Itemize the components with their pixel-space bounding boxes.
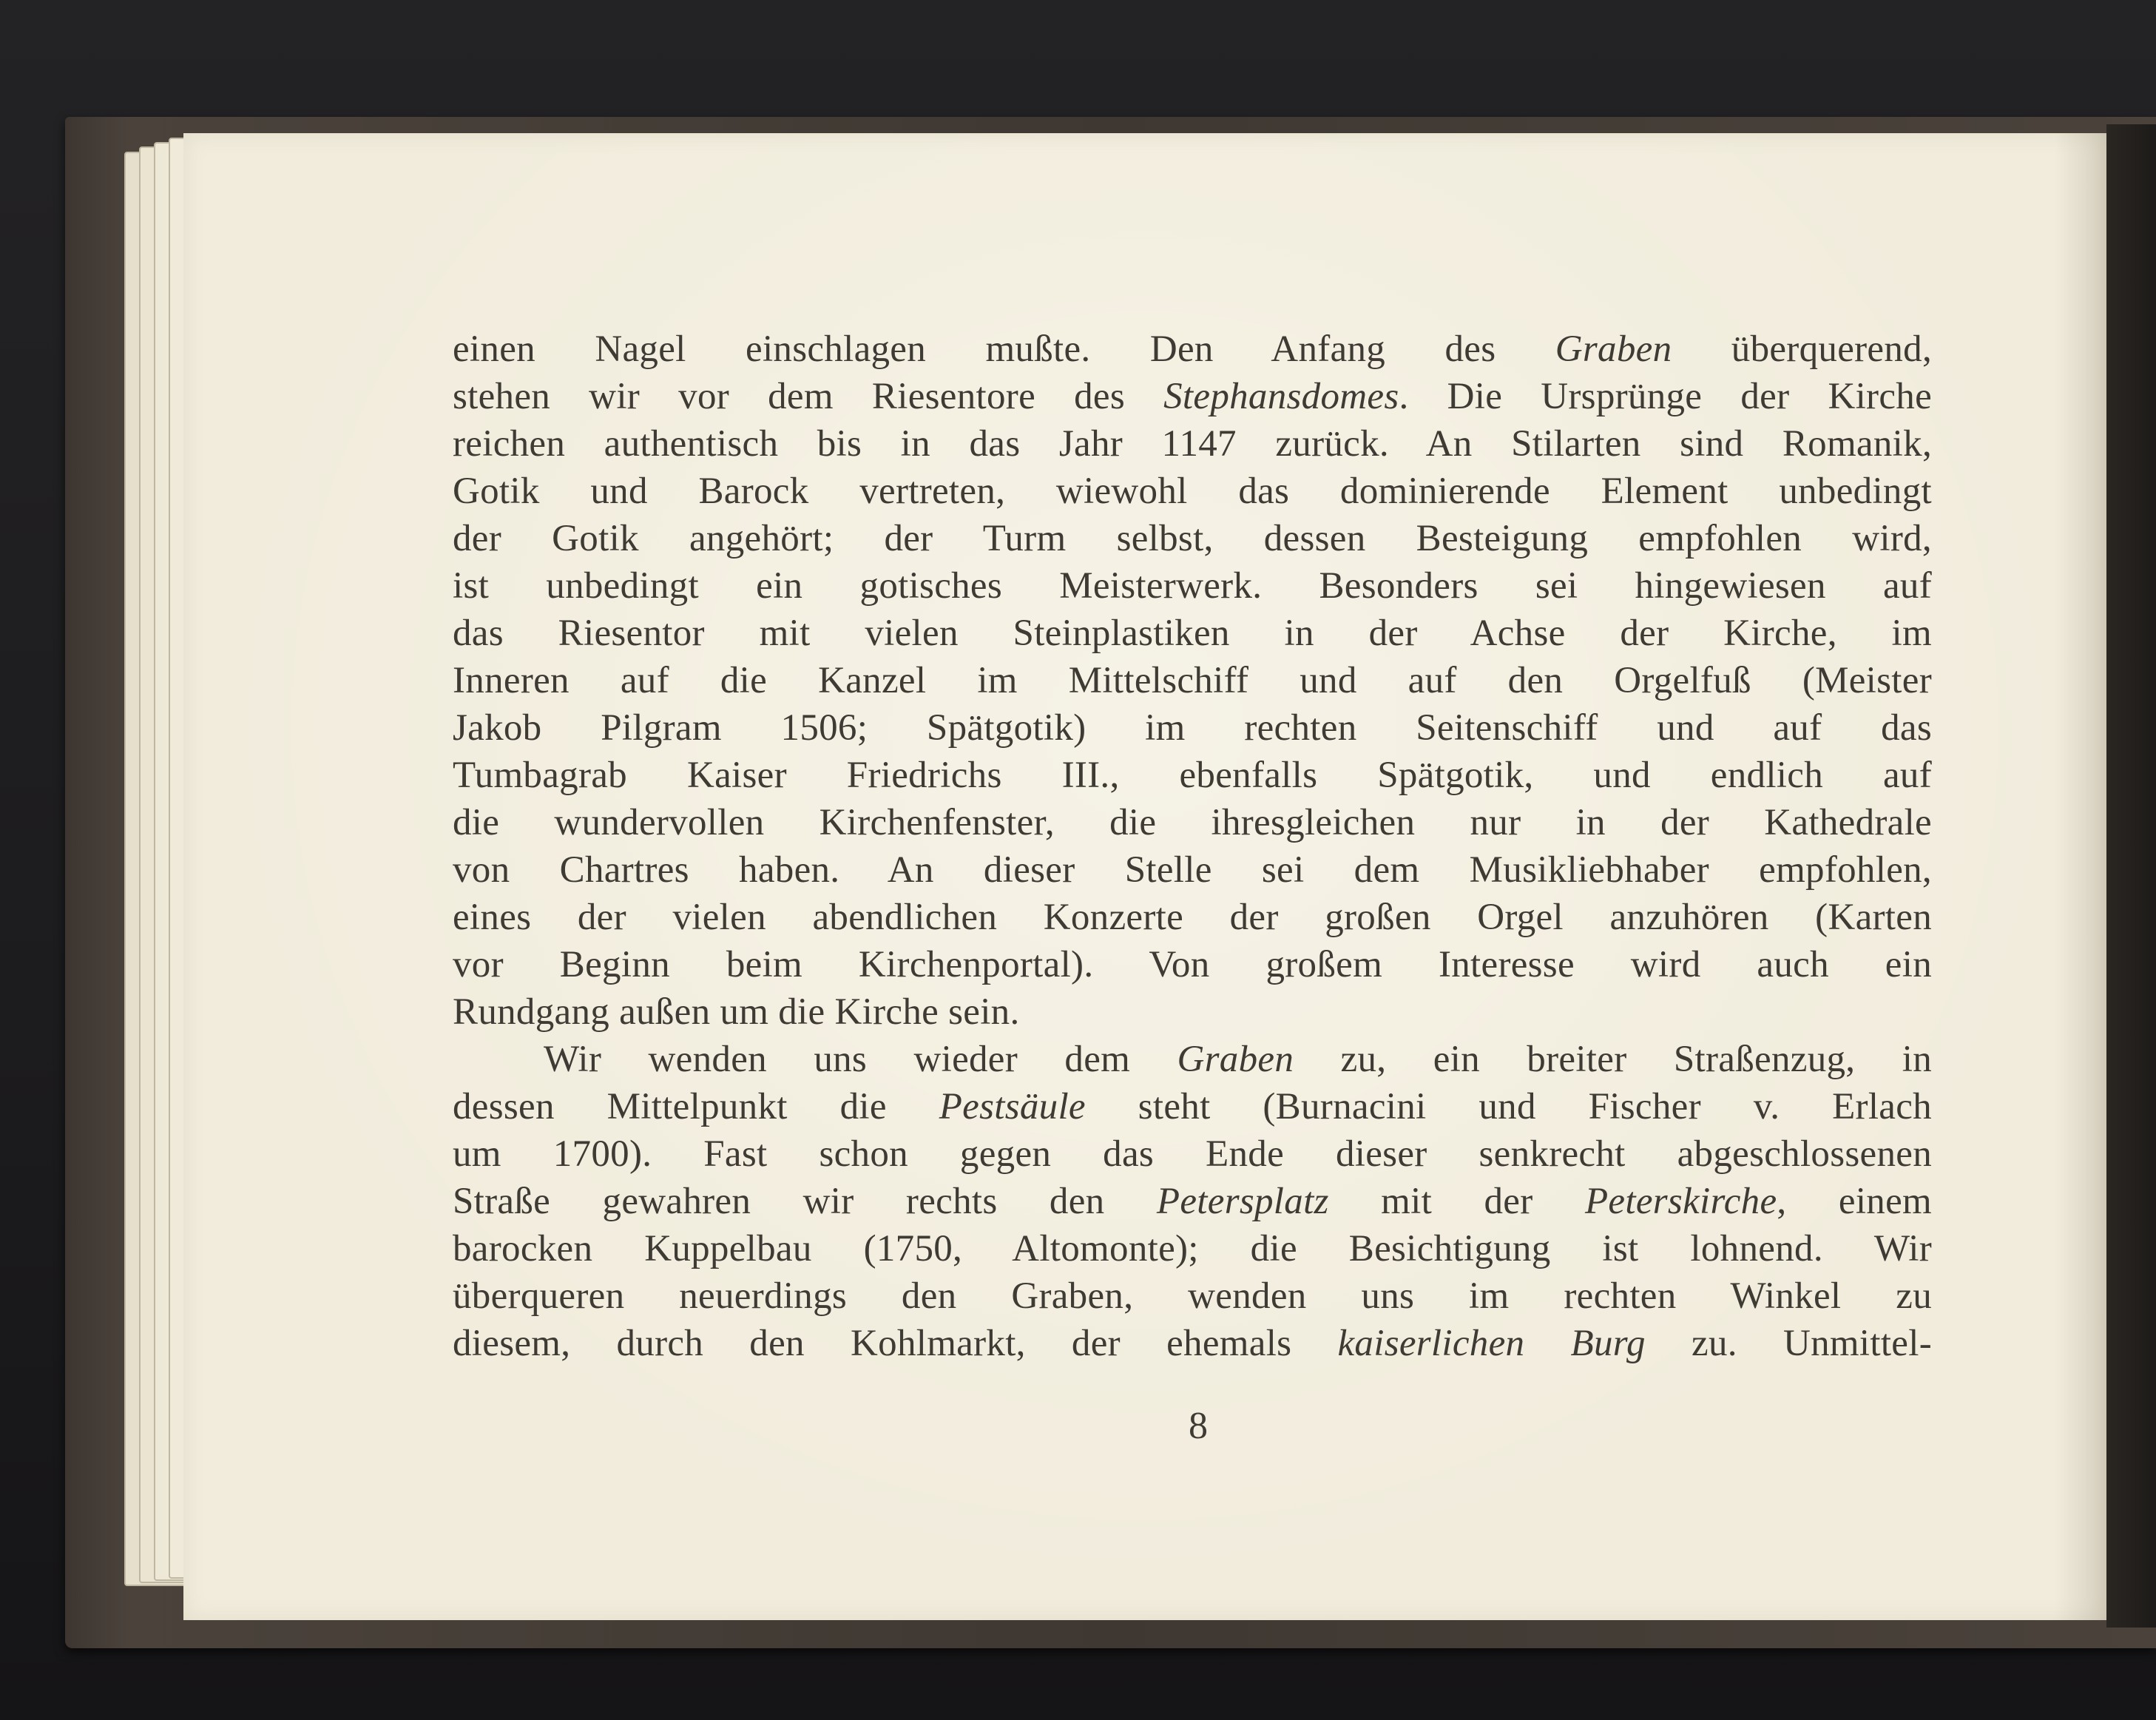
text-run: vor Beginn beim Kirchenportal). Von großem Interesse wird auch ein xyxy=(453,944,1932,985)
text-line xyxy=(453,562,1932,610)
text-run: Wir wenden uns wieder dem xyxy=(544,1039,1177,1080)
text-run: die wundervollen Kirchenfenster, die ihresgleichen nur in der Kathedrale xyxy=(453,802,1932,843)
body-text xyxy=(453,326,1932,1367)
italic-text: Peterskirche xyxy=(1584,1181,1777,1222)
text-run: reichen authentisch bis in das Jahr 1147 zurück. An Stilarten sind Romanik, xyxy=(453,423,1932,465)
text-line xyxy=(453,1320,1932,1367)
text-run: Jakob Pilgram 1506; Spätgotik) im rechten Seitenschiff und auf das xyxy=(453,707,1932,749)
italic-text: Graben xyxy=(1177,1039,1294,1080)
text-run: das Riesentor mit vielen Steinplastiken in der Achse der Kirche, im xyxy=(453,613,1932,654)
text-run: zu. Unmittel- xyxy=(1645,1323,1932,1364)
text-run: um 1700). Fast schon gegen das Ende dieser senkrecht abgeschlossenen xyxy=(453,1133,1932,1175)
text-line xyxy=(453,799,1932,846)
text-line xyxy=(453,1178,1932,1225)
text-line xyxy=(453,988,1932,1036)
italic-text: kaiserlichen Burg xyxy=(1337,1323,1646,1364)
italic-text: Stephansdomes xyxy=(1163,376,1399,417)
text-run: überqueren neuerdings den Graben, wenden uns im rechten Winkel zu xyxy=(453,1275,1932,1317)
gutter-shadow xyxy=(2055,133,2106,1620)
text-run: dessen Mittelpunkt die xyxy=(453,1086,939,1127)
italic-text: Pestsäule xyxy=(939,1086,1086,1127)
text-line xyxy=(453,420,1932,468)
text-run: Tumbagrab Kaiser Friedrichs III., ebenfalls Spätgotik, und endlich auf xyxy=(453,755,1932,796)
text-run: zu, ein breiter Straßenzug, in xyxy=(1294,1039,1933,1080)
text-run: diesem, durch den Kohlmarkt, der ehemals xyxy=(453,1323,1338,1364)
text-line xyxy=(453,515,1932,562)
text-line xyxy=(453,373,1932,420)
text-line xyxy=(453,1225,1932,1272)
italic-text: Petersplatz xyxy=(1156,1181,1329,1222)
text-line xyxy=(453,1083,1932,1130)
text-run: steht (Burnacini und Fischer v. Erlach xyxy=(1085,1086,1932,1127)
text-run: einen Nagel einschlagen mußte. Den Anfang des xyxy=(453,328,1555,370)
text-line xyxy=(453,1272,1932,1320)
text-line xyxy=(453,326,1932,373)
text-run: Inneren auf die Kanzel im Mittelschiff und auf den Orgelfuß (Meister xyxy=(453,660,1932,701)
text-run: barocken Kuppelbau (1750, Altomonte); die Besichtigung ist lohnend. Wir xyxy=(453,1228,1932,1269)
text-run: ist unbedingt ein gotisches Meisterwerk. Besonders sei hingewiesen auf xyxy=(453,565,1932,607)
text-line xyxy=(453,468,1932,515)
italic-text: Graben xyxy=(1555,328,1672,370)
text-run: überquerend, xyxy=(1672,328,1932,370)
text-run: Gotik und Barock vertreten, wiewohl das dominierende Element unbedingt xyxy=(453,471,1932,512)
text-line xyxy=(453,657,1932,704)
text-run: , einem xyxy=(1777,1181,1932,1222)
book-spine xyxy=(2106,124,2156,1628)
text-run: Rundgang außen um die Kirche sein. xyxy=(453,991,1020,1033)
text-line xyxy=(453,894,1932,941)
text-line xyxy=(453,941,1932,988)
text-line xyxy=(453,752,1932,799)
text-line xyxy=(453,1130,1932,1178)
text-run: . Die Ursprünge der Kirche xyxy=(1399,376,1933,417)
text-line xyxy=(453,846,1932,894)
page-number: 8 xyxy=(1189,1405,1208,1447)
text-run: eines der vielen abendlichen Konzerte der großen Orgel anzuhören (Karten xyxy=(453,897,1932,938)
text-run: von Chartres haben. An dieser Stelle sei dem Musikliebhaber empfohlen, xyxy=(453,849,1932,891)
text-line xyxy=(453,610,1932,657)
text-run: stehen wir vor dem Riesentore des xyxy=(453,376,1164,417)
text-run: mit der xyxy=(1328,1181,1585,1222)
text-line xyxy=(453,1036,1932,1083)
text-line xyxy=(453,704,1932,752)
text-run: der Gotik angehört; der Turm selbst, dessen Besteigung empfohlen wird, xyxy=(453,518,1932,559)
text-run: Straße gewahren wir rechts den xyxy=(453,1181,1157,1222)
